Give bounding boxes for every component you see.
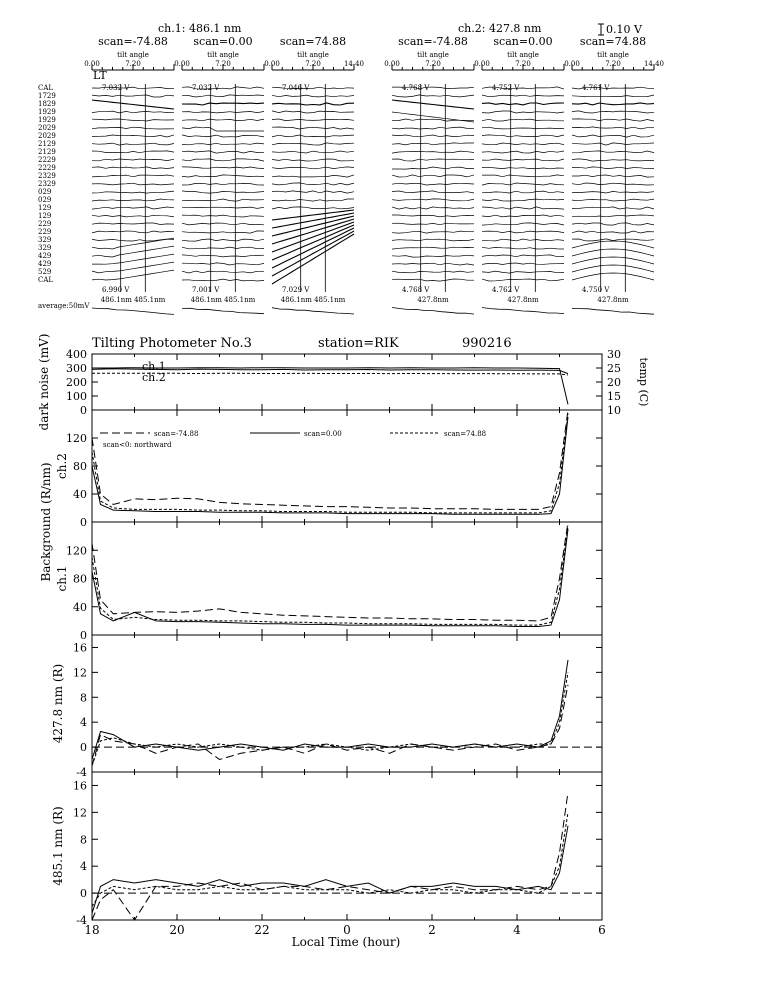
scan-trace-1-5 <box>182 127 264 131</box>
scan-trace-5-22 <box>572 257 654 264</box>
xtick-label-6: 6 <box>598 923 606 937</box>
scan-trace-2-24 <box>272 234 354 284</box>
scan-trace-0-6 <box>92 135 174 137</box>
scan-trace-3-1 <box>392 95 474 97</box>
series-4-1 <box>92 826 568 914</box>
xtick-label-0: 18 <box>84 923 100 937</box>
scan-trace-1-7 <box>182 143 264 145</box>
scan-trace-2-21 <box>272 225 354 260</box>
scan-trace-2-1 <box>272 95 354 97</box>
ylabel-3: 427.8 nm (R) <box>51 663 65 744</box>
ytick-label-3-4: 12 <box>73 666 87 680</box>
scan-trace-1-6 <box>182 135 264 137</box>
row-label-15: 129 <box>38 204 52 212</box>
top-voltage-3: 4.768 V <box>402 84 430 92</box>
scan-trace-5-8 <box>572 151 654 153</box>
scan-trace-0-9 <box>92 159 174 161</box>
scan-trace-5-23 <box>572 265 654 272</box>
row-label-2: 1829 <box>38 100 56 108</box>
legend-label-0: scan=-74.88 <box>154 430 199 438</box>
scan-trace-1-20 <box>182 247 264 249</box>
wavelength-label-3: 427.8nm <box>417 296 449 304</box>
scan-trace-4-23 <box>482 271 564 273</box>
scan-trace-4-7 <box>482 143 564 145</box>
ytick-label-2-1: 40 <box>73 600 87 614</box>
scan-trace-4-6 <box>482 135 564 137</box>
row-label-1: 1729 <box>38 92 56 100</box>
scan-trace-1-13 <box>182 191 264 193</box>
wavelength-label-5: 427.8nm <box>597 296 629 304</box>
ytick-label-1-3: 120 <box>66 432 87 445</box>
series-4-0 <box>92 792 568 920</box>
scan-trace-3-20 <box>392 247 474 249</box>
scan-trace-5-4 <box>572 119 654 121</box>
ytick-label-1-2: 80 <box>73 460 87 473</box>
scan-trace-3-5 <box>392 127 474 129</box>
row-label-22: 429 <box>38 260 52 268</box>
ytick-label-0-0: 0 <box>80 404 87 417</box>
scan-trace-5-20 <box>572 241 654 248</box>
ytick-label-4-4: 12 <box>73 806 87 820</box>
scan-trace-3-23 <box>392 271 474 273</box>
row-label-10: 2229 <box>38 164 56 172</box>
scan-trace-1-11 <box>182 175 264 177</box>
scan-trace-3-13 <box>392 191 474 193</box>
scan-trace-4-11 <box>482 175 564 177</box>
scan-label-2: scan=74.88 <box>279 35 347 48</box>
scan-trace-4-5 <box>482 127 564 129</box>
scan-trace-0-18 <box>92 231 174 233</box>
scan-trace-4-12 <box>482 183 564 185</box>
scan-trace-4-21 <box>482 255 564 257</box>
scan-trace-0-22 <box>92 254 174 264</box>
average-trace-2 <box>272 308 354 314</box>
ch2-title: ch.2: 427.8 nm <box>458 22 542 35</box>
legend-label-2: scan=74.88 <box>444 430 487 438</box>
tilt-label-0: tilt angle <box>117 51 149 59</box>
chart-frame-0 <box>92 354 602 410</box>
ytick-label-0-4: 400 <box>66 348 87 361</box>
scan-trace-4-14 <box>482 199 564 201</box>
scan-trace-2-9 <box>272 159 354 161</box>
time-series-charts <box>37 334 650 937</box>
scan-trace-3-22 <box>392 263 474 265</box>
scan-trace-0-13 <box>92 191 174 193</box>
station-label: station=RIK <box>318 336 399 351</box>
scale-label: 0.10 V <box>606 23 642 36</box>
scan-trace-5-21 <box>572 249 654 256</box>
series-1-0 <box>92 410 568 509</box>
scan-trace-0-23 <box>92 262 174 273</box>
scan-trace-5-16 <box>572 215 654 217</box>
scan-trace-0-4 <box>92 119 174 121</box>
row-label-8: 2129 <box>38 148 56 156</box>
scan-label-3: scan=-74.88 <box>398 35 468 48</box>
tilt-label-5: tilt angle <box>597 51 629 59</box>
wavelength-label-2: 486.1nm 485.1nm <box>280 296 346 304</box>
scan-trace-0-10 <box>92 167 174 169</box>
scan-trace-5-14 <box>572 199 654 201</box>
scan-trace-4-18 <box>482 231 564 233</box>
scan-trace-2-8 <box>272 151 354 153</box>
top-voltage-2: 7.046 V <box>282 84 310 92</box>
scan-trace-0-15 <box>92 207 174 209</box>
ytick-label-1-0: 0 <box>80 516 87 529</box>
scan-trace-0-12 <box>92 183 174 185</box>
average-trace-1 <box>182 308 264 313</box>
instrument-title: Tilting Photometer No.3 <box>92 336 252 351</box>
ytick-right-label-0: 10 <box>607 404 621 417</box>
series-2-2 <box>92 526 568 626</box>
ytick-label-2-0: 0 <box>80 629 87 642</box>
scan-trace-3-14 <box>392 199 474 201</box>
xtick-label-1: 20 <box>169 923 185 937</box>
scan-trace-2-4 <box>272 119 354 121</box>
tilt-tick-label-b-5: 7.20 <box>605 60 621 68</box>
scan-trace-5-24 <box>572 273 654 280</box>
scan-trace-1-18 <box>182 231 264 233</box>
scan-trace-5-12 <box>572 183 654 185</box>
ytick-label-2-3: 120 <box>66 544 87 558</box>
scan-label-1: scan=0.00 <box>193 35 253 48</box>
scan-trace-2-12 <box>272 183 354 185</box>
row-label-5: 2029 <box>38 124 56 132</box>
scan-trace-0-11 <box>92 175 174 177</box>
scan-trace-0-5 <box>92 127 174 129</box>
ylabel-right-0: temp (C) <box>637 357 650 407</box>
scan-trace-3-6 <box>392 135 474 137</box>
scan-trace-2-23 <box>272 231 354 276</box>
row-label-13: 029 <box>38 188 52 196</box>
scan-trace-0-17 <box>92 223 174 225</box>
series-3-0 <box>92 685 568 766</box>
bottom-voltage-4: 4.762 V <box>492 286 520 294</box>
scan-trace-5-10 <box>572 167 654 169</box>
scan-trace-0-24 <box>92 270 174 280</box>
series-label-ch2: ch.2 <box>142 371 166 384</box>
bottom-voltage-1: 7.001 V <box>192 286 220 294</box>
tilt-tick-label-b-1: 7.20 <box>215 60 231 68</box>
xtick-label-4: 2 <box>428 923 436 937</box>
scan-trace-4-4 <box>482 119 564 121</box>
scan-trace-1-8 <box>182 151 264 153</box>
scan-trace-5-3 <box>572 111 654 113</box>
ytick-label-1-1: 40 <box>73 488 87 501</box>
tilt-tick-label-b-4: 7.20 <box>515 60 531 68</box>
scan-trace-4-3 <box>482 111 564 113</box>
average-trace-3 <box>392 308 474 315</box>
ytick-label-4-1: 0 <box>80 887 87 901</box>
series-label-ch1: ch.1 <box>142 360 166 373</box>
scan-trace-4-9 <box>482 159 564 161</box>
scan-trace-2-2 <box>272 103 354 105</box>
scan-trace-0-1 <box>92 95 174 97</box>
scan-trace-1-14 <box>182 199 264 201</box>
bottom-voltage-0: 6.990 V <box>102 286 130 294</box>
scan-trace-5-17 <box>572 223 654 225</box>
scan-trace-5-15 <box>572 207 654 209</box>
scan-trace-2-10 <box>272 167 354 169</box>
row-label-0: CAL <box>38 84 54 92</box>
scan-trace-3-11 <box>392 175 474 177</box>
scan-trace-4-2 <box>482 103 564 105</box>
background-shared-ylabel: Background (R/nm) <box>39 462 53 582</box>
row-label-6: 2029 <box>38 132 56 140</box>
scan-trace-1-9 <box>182 159 264 161</box>
tilt-tick-label-a-2: 0.00 <box>264 60 280 68</box>
scan-trace-3-12 <box>392 183 474 185</box>
tilt-tick-label-c-5: 14.40 <box>643 60 665 68</box>
scan-trace-1-15 <box>182 207 264 208</box>
top-voltage-4: 4.752 V <box>492 84 520 92</box>
average-trace-4 <box>482 308 564 314</box>
tilt-label-1: tilt angle <box>207 51 239 59</box>
series-1-2 <box>92 414 568 513</box>
scan-trace-1-2 <box>182 103 264 105</box>
scan-trace-1-21 <box>182 255 264 257</box>
chart-panel-3 <box>51 635 602 779</box>
chart-panel-2 <box>55 522 602 642</box>
scan-trace-4-24 <box>482 279 564 281</box>
scan-trace-4-16 <box>482 215 564 217</box>
scan-trace-2-13 <box>272 191 354 193</box>
tilt-tick-label-a-0: 0.00 <box>84 60 100 68</box>
tilt-tick-label-a-1: 0.00 <box>174 60 190 68</box>
scan-trace-1-17 <box>182 223 264 225</box>
ytick-label-4-5: 16 <box>73 779 87 793</box>
top-voltage-1: 7.032 V <box>192 84 220 92</box>
xtick-label-3: 0 <box>343 923 351 937</box>
scan-trace-4-8 <box>482 151 564 153</box>
scan-trace-3-18 <box>392 231 474 233</box>
top-voltage-5: 4.761 V <box>582 84 610 92</box>
chart-frame-4 <box>92 772 602 920</box>
scan-trace-3-8 <box>392 151 474 153</box>
scan-trace-1-16 <box>182 215 264 217</box>
ytick-label-4-2: 4 <box>80 860 87 874</box>
row-label-14: 029 <box>38 196 52 204</box>
ch1-title: ch.1: 486.1 nm <box>158 22 242 35</box>
scan-trace-4-20 <box>482 247 564 249</box>
row-label-4: 1929 <box>38 116 56 124</box>
scan-trace-1-12 <box>182 183 264 185</box>
average-trace-5 <box>572 308 654 314</box>
scan-trace-0-3 <box>92 111 174 113</box>
row-label-16: 129 <box>38 212 52 220</box>
average-trace-0 <box>92 308 174 314</box>
ylabel-1: ch.2 <box>55 453 69 479</box>
row-label-18: 229 <box>38 228 52 236</box>
row-label-24: CAL <box>38 276 54 284</box>
scan-trace-2-19 <box>272 219 354 244</box>
scan-trace-4-19 <box>482 239 564 241</box>
ytick-right-label-1: 15 <box>607 390 621 403</box>
scan-trace-5-2 <box>572 103 654 105</box>
scan-trace-5-6 <box>572 135 654 137</box>
row-label-11: 2329 <box>38 172 56 180</box>
scan-trace-0-8 <box>92 151 174 153</box>
scan-trace-5-19 <box>572 239 654 241</box>
scan-trace-5-9 <box>572 159 654 161</box>
ytick-label-4-0: -4 <box>76 914 87 927</box>
scan-trace-1-3 <box>182 112 264 113</box>
scan-trace-2-15 <box>272 207 354 209</box>
scan-trace-5-11 <box>572 175 654 177</box>
scan-trace-3-24 <box>392 279 474 281</box>
scan-trace-2-14 <box>272 199 354 201</box>
lt-label: LT <box>93 69 107 82</box>
tilt-tick-label-c-2: 14.40 <box>343 60 365 68</box>
scan-trace-1-10 <box>182 167 264 169</box>
row-label-9: 2229 <box>38 156 56 164</box>
ylabel-4: 485.1 nm (R) <box>51 806 65 886</box>
scan-trace-3-15 <box>392 207 474 209</box>
ytick-label-3-3: 8 <box>80 691 87 705</box>
tilt-tick-label-b-0: 7.20 <box>125 60 141 68</box>
scan-trace-3-17 <box>392 223 474 225</box>
tilt-label-4: tilt angle <box>507 51 539 59</box>
tilt-tick-label-b-3: 7.20 <box>425 60 441 68</box>
scan-trace-3-2 <box>392 100 474 109</box>
scan-trace-0-7 <box>92 143 174 145</box>
ytick-label-4-3: 8 <box>80 833 87 847</box>
scan-trace-2-3 <box>272 111 354 113</box>
scan-label-5: scan=74.88 <box>579 35 647 48</box>
scan-trace-1-1 <box>182 95 264 97</box>
scan-panels <box>38 35 664 314</box>
xtick-label-2: 22 <box>254 923 270 937</box>
series-4-2 <box>92 812 568 906</box>
scan-label-4: scan=0.00 <box>493 35 553 48</box>
row-label-17: 229 <box>38 220 52 228</box>
scan-trace-5-7 <box>572 143 654 145</box>
scan-trace-5-18 <box>572 231 654 233</box>
chart-frame-1 <box>92 410 602 522</box>
tilt-tick-label-a-4: 0.00 <box>474 60 490 68</box>
scan-trace-4-22 <box>482 263 564 265</box>
scan-trace-5-5 <box>572 127 654 129</box>
scan-trace-2-7 <box>272 143 354 145</box>
top-voltage-0: 7.032 V <box>102 84 130 92</box>
scan-trace-4-10 <box>482 167 564 169</box>
series-3-2 <box>92 672 568 765</box>
ytick-label-2-2: 80 <box>73 572 87 586</box>
legend-label-1: scan=0.00 <box>304 430 342 438</box>
ytick-label-3-2: 4 <box>80 716 87 730</box>
row-label-21: 429 <box>38 252 52 260</box>
scan-trace-4-17 <box>482 223 564 225</box>
bottom-voltage-5: 4.750 V <box>582 286 610 294</box>
scan-trace-1-23 <box>182 271 264 273</box>
scan-trace-1-4 <box>182 119 264 121</box>
ylabel-2: ch.1 <box>55 565 69 592</box>
row-label-23: 529 <box>38 268 52 276</box>
row-label-12: 2329 <box>38 180 56 188</box>
scan-trace-1-22 <box>182 263 264 265</box>
ytick-label-0-3: 300 <box>66 362 87 375</box>
ytick-label-0-2: 200 <box>66 376 87 389</box>
scan-trace-3-9 <box>392 159 474 161</box>
bottom-voltage-2: 7.029 V <box>282 286 310 294</box>
scan-trace-5-13 <box>572 191 654 193</box>
ylabel-0: dark noise (mV) <box>37 333 51 431</box>
scan-trace-2-6 <box>272 135 354 137</box>
scan-trace-0-20 <box>92 238 174 249</box>
ytick-right-label-2: 20 <box>607 376 621 389</box>
ytick-label-3-0: -4 <box>76 766 87 779</box>
tilt-tick-label-a-5: 0.00 <box>564 60 580 68</box>
tilt-label-3: tilt angle <box>417 51 449 59</box>
ytick-label-0-1: 100 <box>66 390 87 403</box>
chart-panel-1 <box>55 410 602 529</box>
scan-trace-3-10 <box>392 167 474 169</box>
scan-trace-0-2 <box>92 100 174 109</box>
date-label: 990216 <box>462 336 512 351</box>
scan-trace-3-21 <box>392 255 474 257</box>
wavelength-label-4: 427.8nm <box>507 296 539 304</box>
scan-trace-3-7 <box>392 143 474 145</box>
wavelength-label-0: 486.1nm 485.1nm <box>100 296 166 304</box>
scan-trace-2-5 <box>272 127 354 129</box>
scan-trace-4-13 <box>482 191 564 193</box>
scan-trace-1-19 <box>182 239 264 241</box>
chart-panel-4 <box>51 772 606 937</box>
scan-trace-0-21 <box>92 246 174 257</box>
ytick-label-3-5: 16 <box>73 641 87 655</box>
tilt-tick-label-a-3: 0.00 <box>384 60 400 68</box>
scan-trace-0-16 <box>92 215 174 217</box>
x-axis-label: Local Time (hour) <box>291 935 401 949</box>
ytick-right-label-3: 25 <box>607 362 621 375</box>
chart-frame-3 <box>92 635 602 772</box>
ytick-label-3-1: 0 <box>80 741 87 755</box>
wavelength-label-1: 486.1nm 485.1nm <box>190 296 256 304</box>
tilt-tick-label-b-2: 7.20 <box>305 60 321 68</box>
scan-trace-1-24 <box>182 279 264 281</box>
scan-trace-3-16 <box>392 215 474 217</box>
scan-trace-5-1 <box>572 95 654 97</box>
row-label-19: 329 <box>38 236 52 244</box>
chart-frame-2 <box>92 522 602 635</box>
scan-trace-4-1 <box>482 95 564 97</box>
ytick-right-label-4: 30 <box>607 348 621 361</box>
scan-trace-2-11 <box>272 175 354 177</box>
xtick-label-5: 4 <box>513 923 521 937</box>
row-label-20: 329 <box>38 244 52 252</box>
row-label-3: 1929 <box>38 108 56 116</box>
tilt-label-2: tilt angle <box>297 51 329 59</box>
annotation-northward: scan<0: northward <box>103 441 172 449</box>
average-label: average:50mV <box>38 302 90 310</box>
scan-trace-4-15 <box>482 207 564 209</box>
scan-trace-0-14 <box>92 199 174 201</box>
series-2-0 <box>92 522 568 621</box>
scan-label-0: scan=-74.88 <box>98 35 168 48</box>
row-label-7: 2129 <box>38 140 56 148</box>
scan-trace-3-19 <box>392 239 474 241</box>
bottom-voltage-3: 4.768 V <box>402 286 430 294</box>
